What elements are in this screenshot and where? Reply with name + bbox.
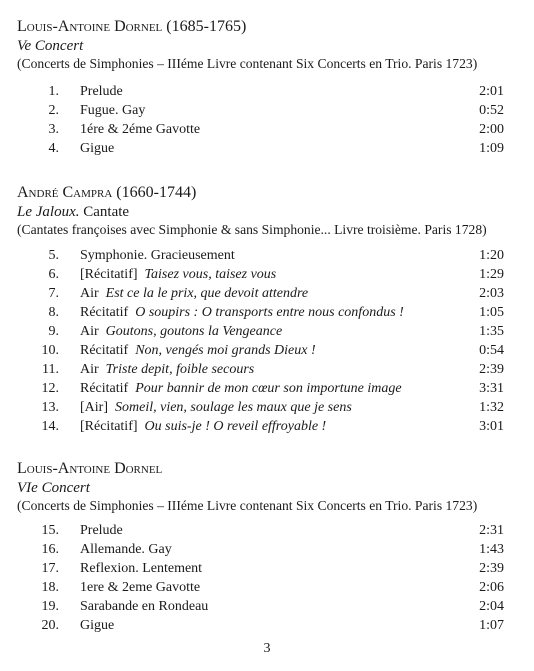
composer-last-name: Campra xyxy=(62,184,113,201)
track-title: Récitatif Pour bannir de mon cœur son importune image xyxy=(80,381,402,396)
track-title: Symphonie. Gracieusement xyxy=(80,248,235,263)
track-number: 3. xyxy=(48,122,59,137)
track-number: 8. xyxy=(48,305,59,320)
track-number: 18. xyxy=(41,580,59,595)
track-title: Air Est ce la le prix, que devoit attendre xyxy=(80,286,309,301)
track-title: Air Triste depit, foible secours xyxy=(80,362,255,377)
track-row xyxy=(0,303,534,322)
track-number: 5. xyxy=(48,248,59,263)
track-row xyxy=(0,246,534,265)
track-title: 1ere & 2eme Gavotte xyxy=(80,580,201,595)
track-number: 11. xyxy=(42,362,59,377)
track-title: Air Goutons, goutons la Vengeance xyxy=(80,324,283,339)
track-row xyxy=(0,417,534,436)
composer-dates: (1660-1744) xyxy=(116,184,197,201)
track-title: Sarabande en Rondeau xyxy=(80,599,209,614)
track-duration: 1:07 xyxy=(479,618,504,633)
track-duration: 0:52 xyxy=(479,103,504,118)
track-duration: 1:35 xyxy=(479,324,504,339)
work-title-text: Le Jaloux. xyxy=(17,204,80,220)
composer-first-name: Louis-Antoine xyxy=(17,460,111,477)
track-row xyxy=(0,284,534,303)
track-title: Gigue xyxy=(80,141,115,156)
track-title: [Récitatif] Taisez vous, taisez vous xyxy=(80,267,277,282)
work-title-text: Ve Concert xyxy=(17,38,84,54)
track-duration: 1:43 xyxy=(479,542,504,557)
work-title xyxy=(17,479,90,497)
work-title xyxy=(17,37,83,55)
track-row xyxy=(0,379,534,398)
work-subtitle: Cantate xyxy=(83,204,130,220)
track-duration: 1:29 xyxy=(479,267,504,282)
track-number: 19. xyxy=(41,599,59,614)
work-title xyxy=(17,203,129,221)
track-row xyxy=(0,341,534,360)
composer-last-name: Dornel xyxy=(114,460,163,477)
track-duration: 3:01 xyxy=(479,419,504,434)
track-duration: 1:09 xyxy=(479,141,504,156)
track-title: Récitatif Non, vengés moi grands Dieux ! xyxy=(80,343,316,358)
track-row xyxy=(0,398,534,417)
track-duration: 0:54 xyxy=(479,343,504,358)
track-title: Reflexion. Lentement xyxy=(80,561,203,576)
track-title: Récitatif O soupirs : O transports entre nous confondus ! xyxy=(80,305,404,320)
composer-last-name: Dornel xyxy=(114,18,163,35)
page-number: 3 xyxy=(263,641,271,656)
track-duration: 1:05 xyxy=(479,305,504,320)
track-number: 9. xyxy=(48,324,59,339)
track-title: Fugue. Gay xyxy=(80,103,146,118)
track-duration: 2:39 xyxy=(479,362,504,377)
composer-heading xyxy=(17,459,162,479)
track-title: 1ére & 2éme Gavotte xyxy=(80,122,201,137)
track-duration: 2:00 xyxy=(479,122,504,137)
track-row xyxy=(0,521,534,540)
track-row xyxy=(0,265,534,284)
source-note: (Concerts de Simphonies – IIIéme Livre contenant Six Concerts en Trio. Paris 1723) xyxy=(17,56,478,71)
track-row xyxy=(0,616,534,635)
track-duration: 2:04 xyxy=(479,599,504,614)
composer-first-name: André xyxy=(17,184,59,201)
track-duration: 2:03 xyxy=(479,286,504,301)
track-row xyxy=(0,120,534,139)
track-title: Allemande. Gay xyxy=(80,542,172,557)
track-row xyxy=(0,360,534,379)
source-note: (Concerts de Simphonies – IIIéme Livre contenant Six Concerts en Trio. Paris 1723) xyxy=(17,498,478,513)
track-title: Prelude xyxy=(80,84,123,99)
track-number: 15. xyxy=(41,523,59,538)
track-duration: 2:31 xyxy=(479,523,504,538)
track-duration: 3:31 xyxy=(479,381,504,396)
track-duration: 1:32 xyxy=(479,400,504,415)
track-number: 14. xyxy=(41,419,59,434)
track-row xyxy=(0,82,534,101)
track-number: 2. xyxy=(48,103,59,118)
track-title: [Récitatif] Ou suis-je ! O reveil effroyable ! xyxy=(80,419,327,434)
track-number: 6. xyxy=(48,267,59,282)
track-number: 4. xyxy=(48,141,59,156)
track-title: Gigue xyxy=(80,618,115,633)
track-title: [Air] Someil, vien, soulage les maux que je sens xyxy=(80,400,352,415)
track-duration: 2:01 xyxy=(479,84,504,99)
track-number: 16. xyxy=(41,542,59,557)
track-row xyxy=(0,578,534,597)
track-row xyxy=(0,139,534,158)
track-row xyxy=(0,559,534,578)
track-row xyxy=(0,597,534,616)
composer-first-name: Louis-Antoine xyxy=(17,18,111,35)
track-number: 10. xyxy=(41,343,59,358)
work-title-text: VIe Concert xyxy=(17,480,90,496)
track-duration: 1:20 xyxy=(479,248,504,263)
track-title: Prelude xyxy=(80,523,123,538)
track-number: 12. xyxy=(41,381,59,396)
composer-heading xyxy=(17,17,246,37)
track-number: 20. xyxy=(41,618,59,633)
track-number: 13. xyxy=(41,400,59,415)
track-row xyxy=(0,322,534,341)
source-note: (Cantates françoises avec Simphonie & sans Simphonie... Livre troisième. Paris 1728) xyxy=(17,222,487,237)
track-duration: 2:06 xyxy=(479,580,504,595)
composer-dates: (1685-1765) xyxy=(166,18,247,35)
track-duration: 2:39 xyxy=(479,561,504,576)
track-number: 7. xyxy=(48,286,59,301)
track-number: 17. xyxy=(41,561,59,576)
composer-heading xyxy=(17,183,196,203)
track-row xyxy=(0,540,534,559)
track-number: 1. xyxy=(48,84,59,99)
track-row xyxy=(0,101,534,120)
